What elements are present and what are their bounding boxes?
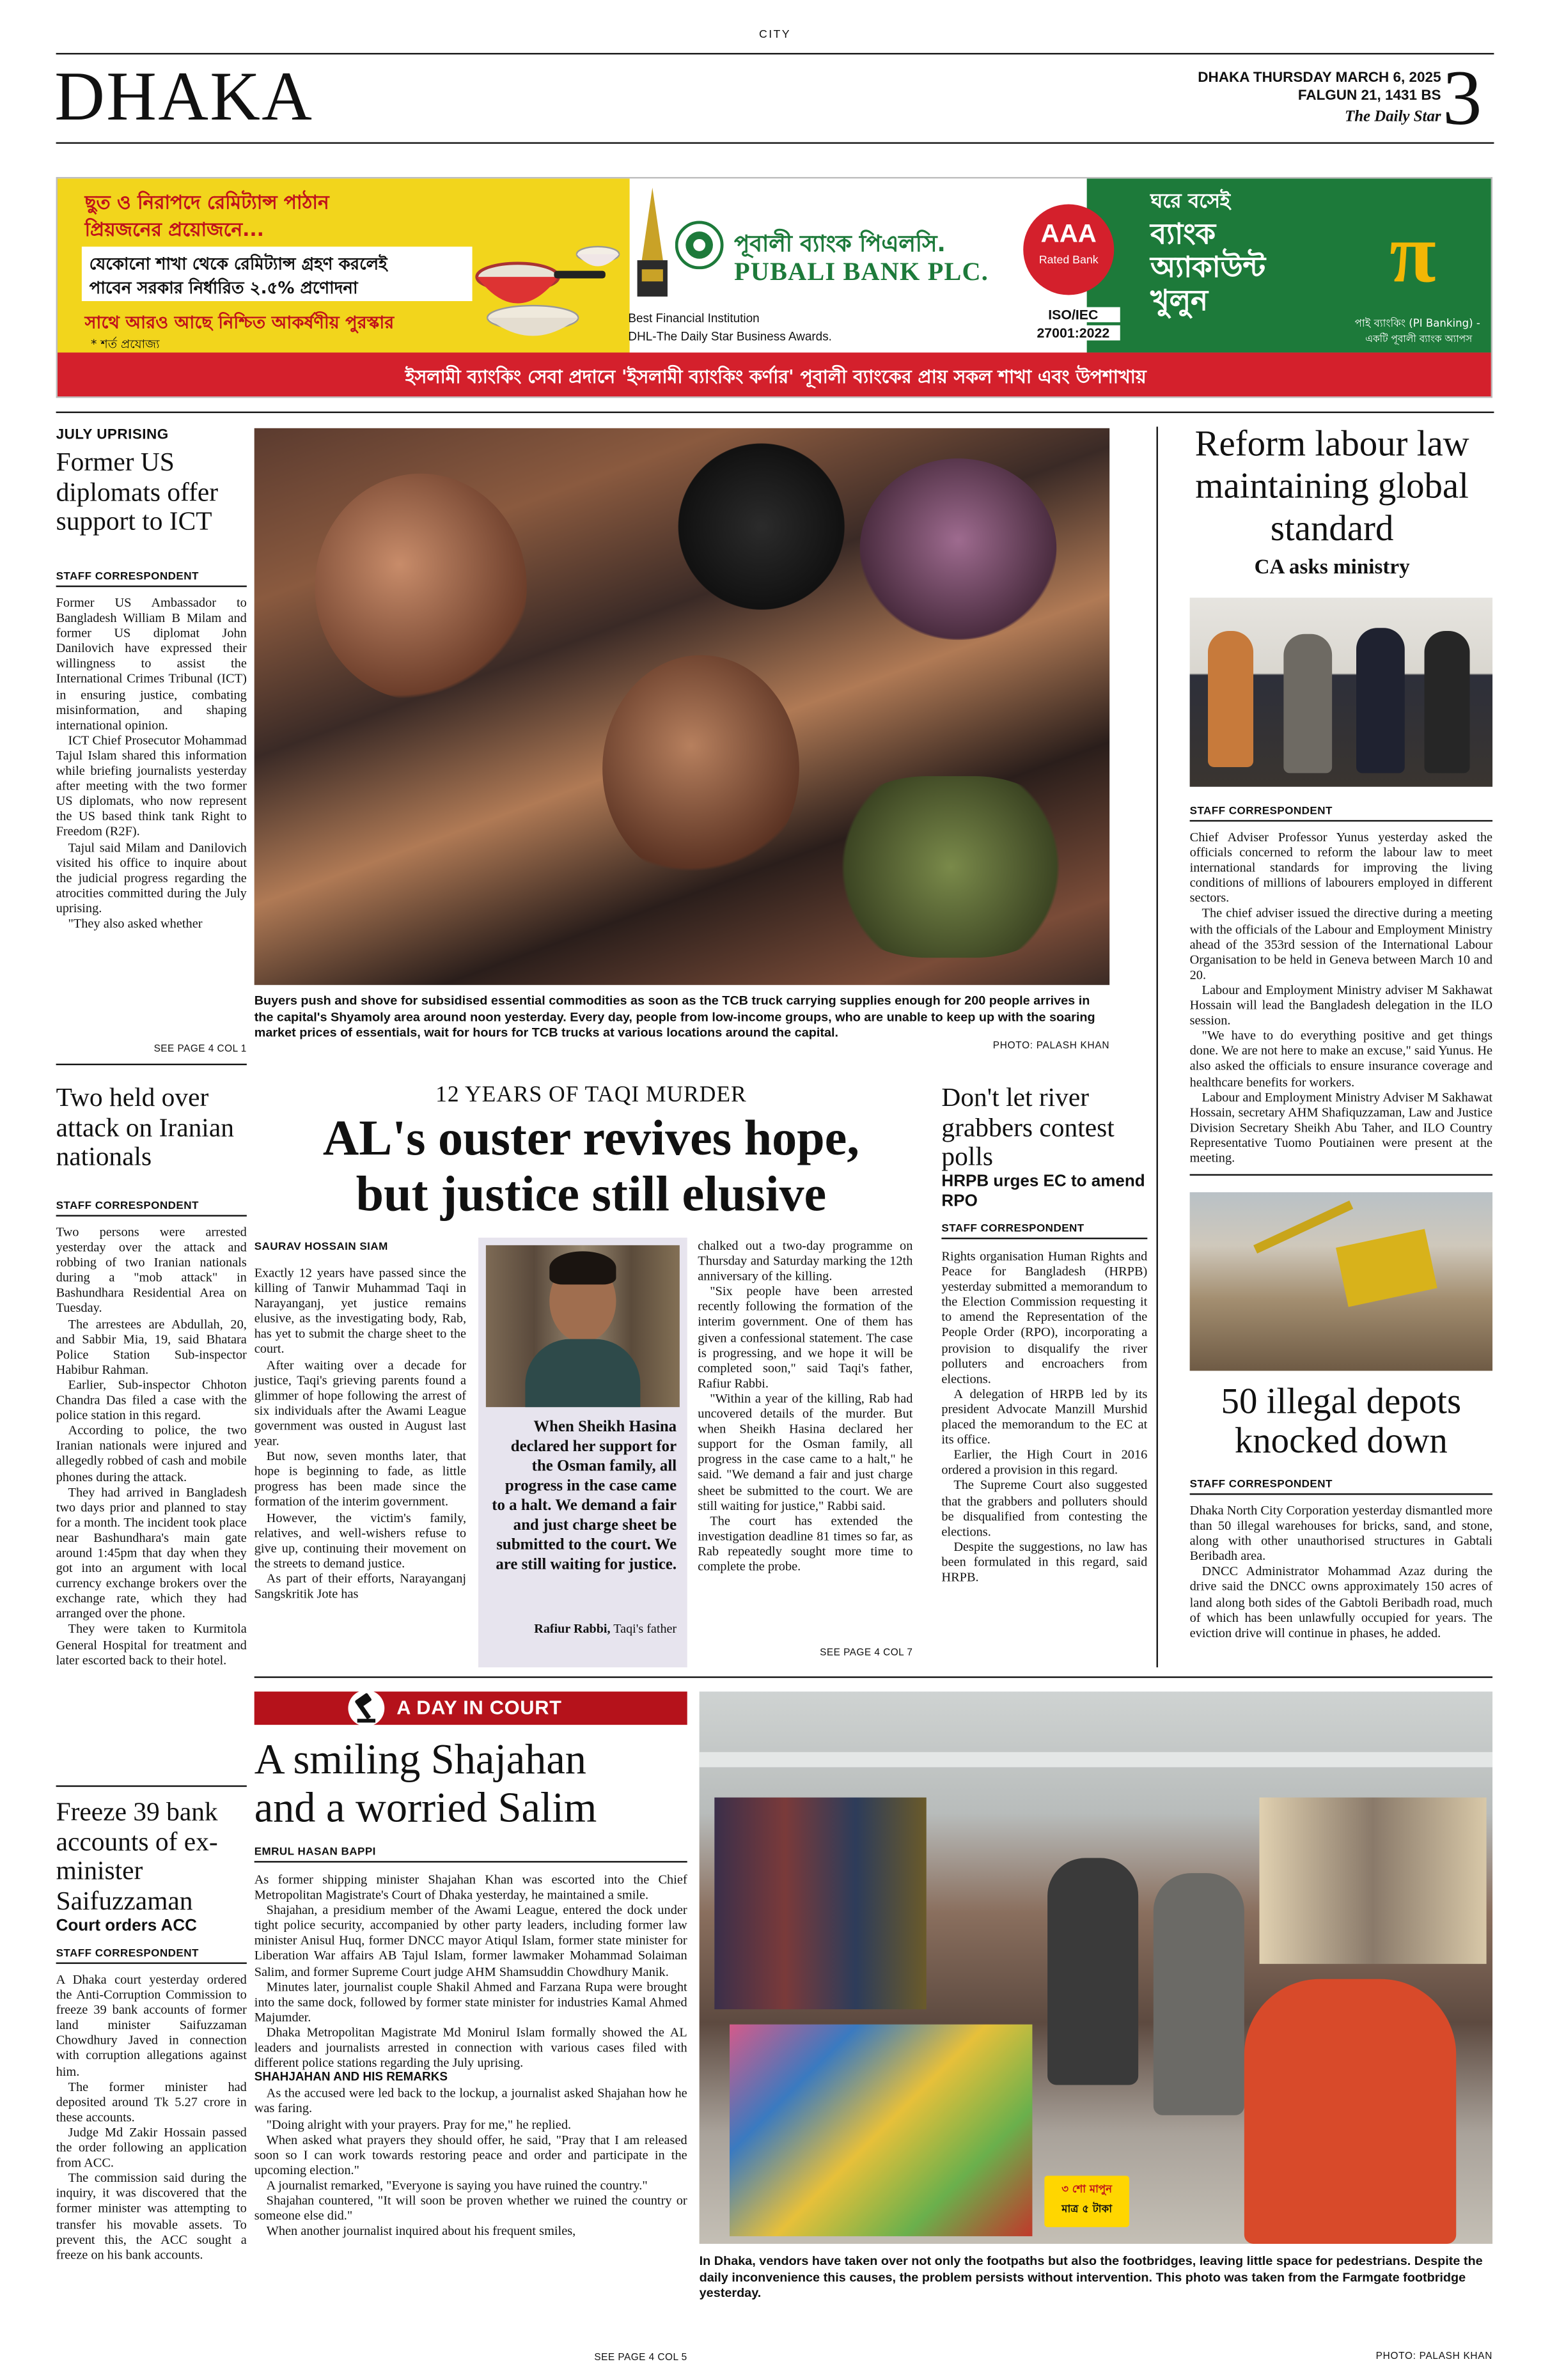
photo-person (1208, 631, 1253, 767)
ad-bank-bn: পূবালী ব্যাংক পিএলসি. (734, 229, 946, 258)
taqi-quote-role: Taqi's father (613, 1620, 677, 1636)
labour-meeting-photo (1190, 598, 1492, 787)
ad-bottom-bar: ইসলামী ব্যাংকিং সেবা প্রদানে 'ইসলামী ব্যাংকিং কর্ণার' পূবালী ব্যাংকের প্রায় সকল শাখা এবং উপশাখায় (405, 366, 1147, 387)
iranian-byline-rule (56, 1215, 247, 1217)
freeze-body (56, 1972, 247, 2262)
photo-face (602, 655, 799, 882)
header-rule-bottom (56, 142, 1494, 144)
photo-person (1283, 634, 1332, 774)
photo-person (1425, 631, 1470, 773)
court-para: Shajahan countered, "It will soon be proven whether we ruined the country or someone else did." (254, 2192, 687, 2223)
taqi-byline: SAURAV HOSSAIN SIAM (254, 1239, 388, 1253)
iranian-para: They had arrived in Bangladesh two days prior and planned to stay for a month. The incident took place near Bashundhara's main gate around 1:45pm that day when they got into an argument with local currency exchange brokers over the exchange rate, which they had arranged over the phone. (56, 1483, 247, 1621)
court-para: Minutes later, journalist couple Shakil Ahmed and Farzana Rupa were brought into the same dock, followed by former state minister for industries Kamal Ahmed Majumder. (254, 1978, 687, 2025)
photo-face (860, 458, 1057, 640)
ad-right-app2: একটি পূবালী ব্যাংক অ্যাপস (1365, 332, 1473, 345)
masthead: DHAKA (54, 57, 314, 135)
photo-person (1356, 628, 1405, 773)
freeze-byline-rule (56, 1963, 247, 1964)
iranian-para: The arrestees are Abdullah, 20, and Sabbir Mia, 19, said Bhatara Police Station Sub-inspector Habibur Rahman. (56, 1316, 247, 1377)
photo-person (1154, 1873, 1244, 2115)
labour-para: Chief Adviser Professor Yunus yesterday asked the officials concerned to reform the labour law to meet international standards for improving the living conditions of millions of labourers employed in different sectors. (1189, 829, 1493, 906)
court-byline-rule (254, 1861, 687, 1862)
date-line: DHAKA THURSDAY MARCH 6, 2025 (1198, 69, 1441, 86)
paper-logo: The Daily Star (1345, 109, 1441, 126)
labour-byline: STAFF CORRESPONDENT (1189, 803, 1333, 818)
pi-banking-logo: π (1390, 207, 1436, 301)
photo-stall (714, 1798, 926, 2009)
iranian-end-rule (56, 1785, 247, 1787)
us-end-rule (56, 1064, 247, 1065)
labour-subhead: CA asks ministry (1254, 556, 1410, 580)
labour-para: Labour and Employment Ministry Adviser M Sakhawat Hossain, secretary AHM Shafiquzzaman, Law and Justice Division Secretary Sheikh Abu Taher, and ILO Country Representative Tuomo Poutiainen were present at the meeting. (1189, 1089, 1493, 1165)
ad-left-note: * শর্ত প্রযোজ্য (91, 337, 160, 352)
award-trophy-icon (632, 185, 672, 300)
us-para: Former US Ambassador to Bangladesh William B Milam and former US diplomat John Danilovich have expressed their willingness to assist the International Crimes Tribunal (ICT) in ensuring justice, combating misinformation, and shaping international opinion. (56, 595, 247, 732)
iranian-headline: Two held over attack on Iranian nationals (56, 1082, 234, 1171)
photo-excavator (1336, 1229, 1437, 1307)
main-photo-credit: PHOTO: PALASH KHAN (992, 1041, 1110, 1052)
court-headline-line2: and a worried Salim (254, 1785, 597, 1833)
ad-right-line3: অ্যাকাউন্ট (1150, 251, 1266, 284)
freeze-headline: Freeze 39 bank accounts of ex-minister Saifuzzaman (56, 1796, 218, 1915)
taqi-headline-line1: AL's ouster revives hope, (322, 1112, 859, 1167)
photo-person (1244, 1979, 1456, 2244)
taqi-para: But now, seven months later, that hope is beginning to fade, as little progress has been made since the formation of the interim government. (254, 1448, 467, 1509)
court-body (254, 1872, 687, 2238)
ad-rating-sub: Rated Bank (1038, 253, 1099, 267)
ad-left-line4: পাবেন সরকার নির্ধারিত ২.৫% প্রণোদনা (89, 278, 358, 299)
main-photo-caption: Buyers push and shove for subsidised essential commodities as soon as the TCB truck carrying supplies enough for 200 people arrives in the capital's Shyamoly area around noon yesterday. Every day, people from low-income groups, who are unable to keep up with the soaring market prices of essentials, wait for hours for TCB trucks at various locations around the capital. (254, 992, 1095, 1040)
taqi-para: As part of their efforts, Narayanganj Sangskritik Jote has (254, 1570, 467, 1601)
us-para: "They also asked whether (68, 915, 203, 931)
ad-left-line1: ছুত ও নিরাপদে রেমিট্যান্স পাঠান (84, 191, 329, 214)
us-byline: STAFF CORRESPONDENT (56, 568, 199, 583)
footbridge-caption: In Dhaka, vendors have taken over not only the footpaths but also the footbridges, leaving little space for pedestrians. Despite the daily inconvenience this causes, the problem persists without intervention. This photo was taken from the Farmgate footbridge yesterday. (699, 2253, 1483, 2300)
taqi-para: Exactly 12 years have passed since the killing of Tanwir Muhammad Taqi in Narayanganj, yet justice remains elusive, as the investigating body, Rab, has yet to submit the charge sheet to the court. (254, 1264, 467, 1357)
us-byline-rule (56, 586, 247, 587)
cookware-illustration (454, 224, 623, 348)
court-tag: A DAY IN COURT (396, 1696, 562, 1719)
iranian-para: They were taken to Kurmitola General Hospital for treatment and later escorted back to their hotel. (56, 1621, 247, 1667)
river-headline: Don't let river grabbers contest polls (941, 1082, 1115, 1171)
court-para: "Doing alright with your prayers. Pray for me," he replied. (266, 2115, 572, 2131)
taqi-quote: When Sheikh Hasina declared her support for the Osman family, all progress in the case came to a halt. We demand a fair and just charge sheet be submitted to the court. We are still waiting for justice. (492, 1419, 677, 1574)
labour-byline-rule (1190, 820, 1492, 821)
ad-left-line5: সাথে আরও আছে নিশ্চিত আকর্ষণীয় পুরস্কার (84, 311, 395, 333)
depots-byline: STAFF CORRESPONDENT (1189, 1476, 1333, 1491)
iranian-para: Earlier, Sub-inspector Chhoton Chandra Das filed a case with the police station in this regard. (56, 1376, 247, 1423)
iranian-byline: STAFF CORRESPONDENT (56, 1198, 199, 1212)
ad-left-line2: প্রিয়জনের প্রয়োজনে... (84, 217, 264, 241)
photo-goods (730, 2025, 1032, 2236)
river-subhead: HRPB urges EC to amend RPO (941, 1172, 1145, 1211)
taqi-kicker: 12 YEARS OF TAQI MURDER (435, 1083, 747, 1108)
taqi-col1 (254, 1265, 466, 1601)
column-divider-right (1157, 426, 1158, 1667)
court-headline-line1: A smiling Shajahan (254, 1737, 586, 1784)
river-byline: STAFF CORRESPONDENT (941, 1221, 1084, 1235)
ad-left-line3: যেকোনো শাখা থেকে রেমিট্যান্স গ্রহণ করলেই (89, 254, 388, 274)
taqi-quote-name: Rafiur Rabbi, (534, 1620, 611, 1636)
pubali-bank-ad (56, 177, 1492, 398)
gavel-icon (345, 1688, 388, 1728)
river-byline-rule (941, 1238, 1147, 1239)
ad-separator (56, 412, 1494, 413)
us-see-page: SEE PAGE 4 COL 1 (153, 1044, 247, 1055)
freeze-para: The commission said during the inquiry, it was discovered that the former minister was attempting to transfer his movable assets. To prevent this, the ACC sought a freeze on his bank accounts. (56, 2170, 247, 2262)
footbridge-credit: PHOTO: PALASH KHAN (1375, 2351, 1493, 2362)
price-sign-line2: মাত্র ৫ টাকা (1061, 2203, 1113, 2215)
freeze-para: A Dhaka court yesterday ordered the Anti-Corruption Commission to freeze 39 bank accounts of former land minister Saifuzzaman Chowdhury Javed in connection with corruption allegations against him. (56, 1971, 247, 2078)
freeze-para: Judge Md Zakir Hossain passed the order following an application from ACC. (56, 2124, 247, 2170)
us-para: Tajul said Milam and Danilovich visited his office to inquire about the judicial progress regarding the atrocities committed during the July uprising. (56, 839, 247, 915)
taqi-para: The court has extended the investigation deadline 81 times so far, as Rab repeatedly sought more time to complete the probe. (698, 1513, 913, 1574)
photo-garment (829, 776, 1072, 958)
river-para: The Supreme Court also suggested that the grabbers and polluters should be disqualified from contesting the elections. (941, 1477, 1148, 1539)
court-subhead: SHAHJAHAN AND HIS REMARKS (254, 2070, 448, 2084)
ad-rating: AAA (1040, 219, 1097, 249)
taqi-para: After waiting over a decade for justice, Taqi's grieving parents found a glimmer of hope following the arrest of six individuals after the Awami League government was ousted in August last year. (254, 1356, 467, 1449)
photo-excavator-arm (1253, 1201, 1353, 1254)
labour-para: Labour and Employment Ministry adviser M Sakhawat Hossain will lead the Bangladesh delegation in the ILO session. (1189, 981, 1493, 1028)
court-para: When another journalist inquired about his frequent smiles, (266, 2223, 576, 2238)
depots-body (1190, 1502, 1492, 1640)
river-para: A delegation of HRPB led by its president Advocate Manzill Murshid placed the memorandum to the EC at its office. (941, 1385, 1148, 1447)
ad-right-line2: ব্যাংক (1150, 217, 1216, 251)
lower-section-rule (254, 1676, 1492, 1677)
photo-shirt (525, 1339, 640, 1408)
freeze-byline: STAFF CORRESPONDENT (56, 1945, 199, 1960)
ad-iso-num: 27001:2022 (1026, 325, 1120, 341)
us-body (56, 595, 247, 931)
us-headline: Former US diplomats offer support to ICT (56, 446, 219, 536)
ad-award-line1: Best Financial Institution (628, 311, 760, 325)
ad-iso: ISO/IEC (1026, 307, 1120, 322)
photo-stall (1260, 1798, 1487, 1964)
price-sign-line1: ৩ শো মাপুন (1061, 2183, 1113, 2196)
taqi-para: However, the victim's family, relatives, and well-wishers refuse to give up, continuing their movement on the streets to demand justice. (254, 1509, 467, 1571)
tcb-crowd-photo (254, 428, 1109, 985)
depots-headline: 50 illegal depots knocked down (1221, 1383, 1462, 1462)
iranian-para: Two persons were arrested yesterday over the attack and robbing of two Iranian nationals during a "mob attack" in Bashundhara Residential Area on Tuesday. (56, 1224, 247, 1316)
court-para: A journalist remarked, "Everyone is saying you have ruined the country." (266, 2177, 648, 2193)
photo-face (315, 474, 526, 701)
river-para: Rights organisation Human Rights and Peace for Bangladesh (HRPB) yesterday submitted a memorandum to the Election Commission requesting it to amend the Representation of the People Order (RPO), incorporating a provision to disqualify the river polluters and encroachers from elections. (941, 1248, 1148, 1386)
taqi-para: chalked out a two-day programme on Thursday and Saturday marking the 12th anniversary of the killing. (698, 1238, 913, 1284)
photo-person (1047, 1858, 1138, 2085)
labour-end-rule (1190, 1174, 1492, 1176)
freeze-para: The former minister had deposited around Tk 5.27 crore in these accounts. (56, 2078, 247, 2124)
photo-roof-beam (700, 1752, 1492, 1768)
taqi-see-page: SEE PAGE 4 COL 7 (820, 1647, 913, 1659)
iranian-para: According to police, the two Iranian nationals were injured and allegedly robbed of cash and mobile phones during the attack. (56, 1422, 247, 1484)
court-see-page: SEE PAGE 4 COL 5 (594, 2353, 687, 2363)
taqi-col3 (698, 1238, 912, 1574)
us-kicker: JULY UPRISING (56, 426, 169, 444)
river-para: Despite the suggestions, no law has been formulated in this regard, said HRPB. (941, 1538, 1148, 1584)
taqi-portrait-photo (486, 1245, 680, 1407)
pubali-bank-logo-icon (675, 221, 724, 270)
depots-para: Dhaka North City Corporation yesterday dismantled more than 50 illegal warehouses for bricks, sand, and stone, along with other unauthorised structures in Gabtali Beribadh area. (1189, 1502, 1493, 1564)
labour-body (1190, 829, 1492, 1165)
taqi-para: "Within a year of the killing, Rab had uncovered details of the murder. But when Sheikh Hasina declared her support for the Osman family, all progress in the case came to a halt," he said. "We demand a fair and just charge sheet be submitted to the court. We are still waiting for justice," Rabbi said. (698, 1390, 913, 1513)
ad-right-app1: পাই ব্যাংকিং (PI Banking) - (1354, 318, 1480, 330)
bangla-date: FALGUN 21, 1431 BS (1297, 88, 1441, 105)
river-para: Earlier, the High Court in 2016 ordered a provision in this regard. (941, 1447, 1148, 1477)
header-rule-top (56, 53, 1494, 55)
taqi-para: "Six people have been arrested recently following the formation of the interim government. One of them has given a confessional statement. The case is progressing, and we hope it will be completed soon," said Taqi's father, Rafiur Rabbi. (698, 1283, 913, 1390)
iranian-body (56, 1224, 247, 1667)
labour-headline: Reform labour law maintaining global standard (1194, 425, 1469, 550)
ad-right-line4: খুলুন (1150, 284, 1208, 318)
court-para: Dhaka Metropolitan Magistrate Md Monirul Islam formally showed the AL leaders and journalists arrested in connection with various cases filed with different police stations regarding the July uprising. (254, 2024, 687, 2071)
ad-right-line1: ঘরে বসেই (1150, 191, 1230, 214)
footbridge-vendors-photo (700, 1692, 1492, 2244)
photo-hair (549, 1251, 616, 1284)
labour-para: The chief adviser issued the directive during a meeting with the officials of the Labour and Employment Ministry ahead of the 353rd session of the International Labour Organisation to be held in Geneva between March 10 and 20. (1189, 905, 1493, 982)
depot-demolition-photo (1190, 1192, 1492, 1371)
court-byline: EMRUL HASAN BAPPI (254, 1844, 376, 1858)
court-para: When asked what prayers they should offer, he said, "Pray that I am released soon so I can work towards restoring peace and order and participate in the upcoming election." (254, 2131, 687, 2177)
labour-para: "We have to do everything positive and get things done. We are not here to make an excuse," said Yunus. He also asked the officials to ensure insurance coverage and healthcare benefits for workers. (1189, 1027, 1493, 1089)
river-body (941, 1248, 1147, 1585)
depots-para: DNCC Administrator Mohammad Azaz during the drive said the DNCC owns approximately 150 acres of land along both sides of the Gabtoli Beribadh road, much of which has been unlawfully occupied for years. The eviction drive will continue in phases, he added. (1189, 1563, 1493, 1640)
us-para: ICT Chief Prosecutor Mohammad Tajul Islam shared this information while briefing journalists yesterday after meeting with the two former US diplomats, who now represent the US based think tank Right to Freedom (R2F). (56, 732, 247, 839)
court-para: As former shipping minister Shajahan Khan was escorted into the Chief Metropolitan Magistrate's Court of Dhaka yesterday, he maintained a smile. (254, 1871, 687, 1902)
section-label: CITY (759, 27, 791, 41)
court-para: As the accused were led back to the lockup, a journalist asked Shajahan how he was faring. (254, 2085, 687, 2116)
ad-bank-en: PUBALI BANK PLC. (734, 257, 989, 286)
taqi-quote-attribution (489, 1621, 677, 1636)
depots-byline-rule (1190, 1493, 1492, 1495)
court-para: Shajahan, a presidium member of the Awami League, entered the dock under tight police security, accompanied by other party leaders, including former law minister Anisul Huq, former DNCC mayor Atiqul Islam, former state minister for Liberation War affairs AB Tajul Islam, former lawmaker Mohammad Solaiman Salim, and former Supreme Court judge AHM Shamsuddin Chowdhury Manik. (254, 1902, 687, 1979)
ad-award-line2: DHL-The Daily Star Business Awards. (628, 329, 832, 344)
photo-face (678, 443, 845, 609)
page-number: 3 (1442, 56, 1482, 143)
freeze-subhead: Court orders ACC (56, 1917, 197, 1936)
taqi-headline-line2: but justice still elusive (356, 1168, 827, 1223)
